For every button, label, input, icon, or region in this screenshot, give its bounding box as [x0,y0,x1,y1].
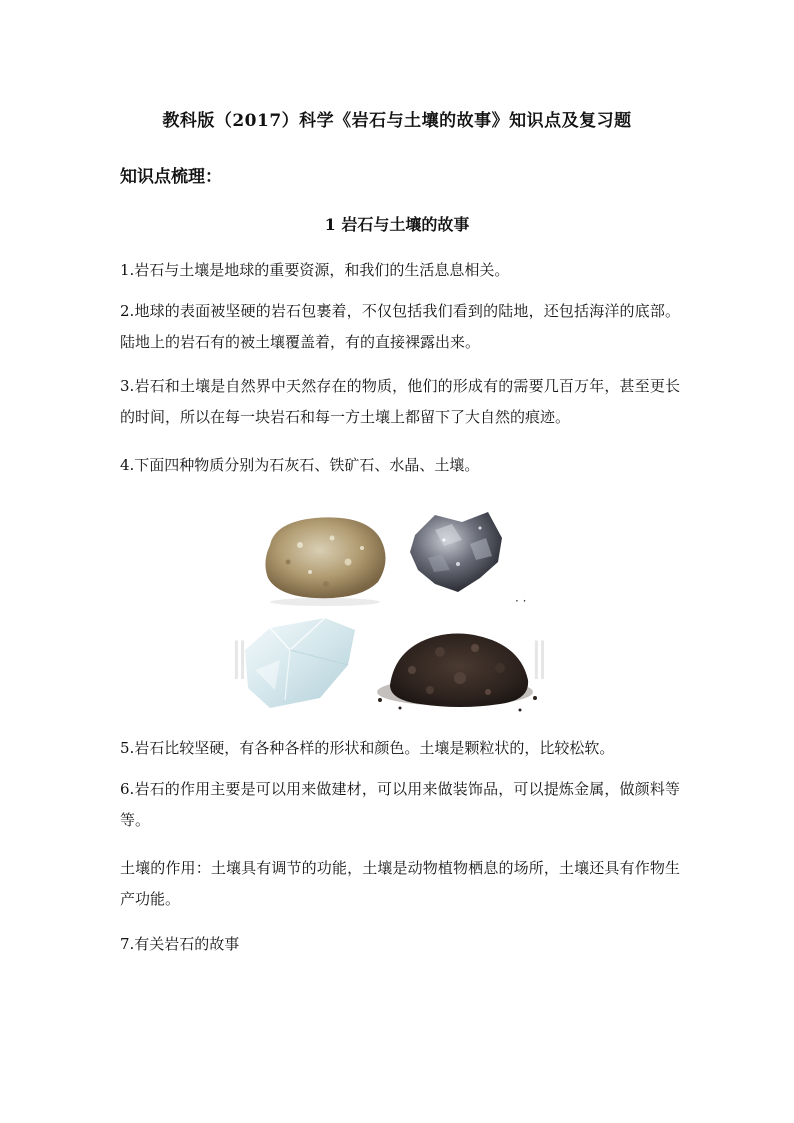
materials-illustration [230,500,560,725]
paragraph-4: 4.下面四种物质分别为石灰石、铁矿石、水晶、土壤。 [120,456,480,474]
paragraph-6: 6.岩石的作用主要是可以用来做建材，可以用来做装饰品，可以提炼金属，做颜料等等。 [120,780,680,829]
soil-image [377,633,549,711]
paragraph-soil: 土壤的作用：土壤具有调节的功能，土壤是动物植物栖息的场所，土壤还具有作物生产功能。 [120,859,680,908]
limestone-image [265,517,385,606]
figure-marks: · · [515,594,527,608]
iron-ore-image [410,512,502,592]
lesson-heading: 1 岩石与土壤的故事 [324,215,470,234]
watermark-mark-right: ‖ [530,635,549,679]
watermark-mark-left: ‖ [230,635,249,679]
section-heading: 知识点梳理： [120,167,222,187]
paragraph-1: 1.岩石与土壤是地球的重要资源，和我们的生活息息相关。 [120,261,510,279]
quartz-crystal-image [230,618,355,708]
paragraph-7: 7.有关岩石的故事 [120,935,240,953]
paragraph-3: 3.岩石和土壤是自然界中天然存在的物质，他们的形成有的需要几百万年，甚至更长的时间，所以在每一块岩石和每一方土壤上都留下了大自然的痕迹。 [120,377,680,426]
paragraph-5: 5.岩石比较坚硬，有各种各样的形状和颜色。土壤是颗粒状的，比较松软。 [120,739,615,757]
paragraph-2: 2.地球的表面被坚硬的岩石包裹着，不仅包括我们看到的陆地，还包括海洋的底部。陆地上的岩石有的被土壤覆盖着，有的直接裸露出来。 [120,302,680,351]
materials-figure [230,500,560,725]
document-title: 教科版（2017）科学《岩石与土壤的故事》知识点及复习题 [162,111,632,131]
